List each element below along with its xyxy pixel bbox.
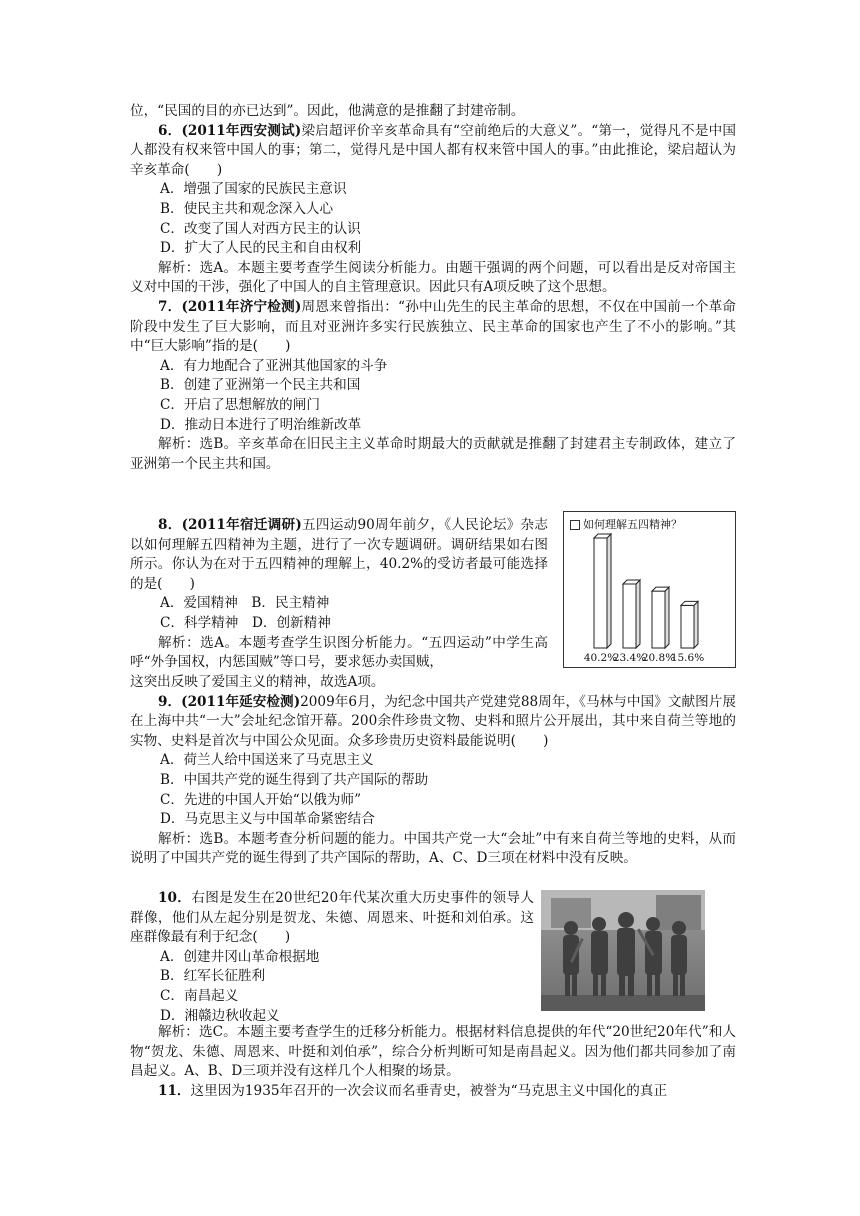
q10-option-a: A．创建井冈山革命根据地 [160, 948, 320, 965]
q10-analysis: 解析：选C。本题主要考查学生的迁移分析能力。根据材料信息提供的年代“20世纪20年代”和人物“贺龙、朱德、周恩来、叶挺和刘伯承”，综合分析判断可知是南昌起义。因为他们都共同参加了南昌起义。A、B、D三项并没有这样几个人相聚的场景。 [130, 1024, 736, 1080]
q6-option-d: D．扩大了人民的民主和自由权利 [160, 240, 362, 257]
question-8 [130, 516, 548, 673]
q10-option-c: C．南昌起义 [160, 987, 239, 1004]
q7-option-c: C．开启了思想解放的闸门 [160, 396, 320, 413]
chart-value-label: 23.4% [612, 652, 647, 664]
q7-option-d: D．推动日本进行了明治维新改革 [160, 416, 362, 433]
q7-option-a: A．有力地配合了亚洲其他国家的斗争 [160, 357, 388, 374]
chart-bar-2 [623, 580, 640, 648]
chart-value-label: 40.2% [583, 652, 618, 664]
chart-bar-3 [652, 587, 669, 648]
q11-stem: 11．这里因为1935年召开的一次会议而名垂青史，被誉为“马克思主义中国化的真正 [158, 1082, 668, 1099]
q9-stem: 9．(2011年延安检测)2009年6月，为纪念中国共产党建党88周年，《马林与中国》文献图片展在上海中共“一大”会址纪念馆开幕。200余件珍贵文物、史料和照片公开展出，其中来自荷兰等地的实物、史料是首次与中国公众见面。众多珍贵历史资料最能说明( ) [130, 693, 736, 749]
q10-option-b: B．红军长征胜利 [160, 968, 266, 985]
q8-analysis-end: 这突出反映了爱国主义的精神，故选A项。 [130, 674, 385, 690]
q6-option-a: A．增强了国家的民族民主意识 [160, 181, 347, 198]
q9-option-d: D．马克思主义与中国革命紧密结合 [160, 811, 375, 828]
question-11 [130, 1023, 736, 1101]
question-9 [130, 673, 736, 869]
q7-option-b: B．创建了亚洲第一个民主共和国 [160, 377, 361, 394]
q8-stem: 8．(2011年宿迁调研)五四运动90周年前夕，《人民论坛》杂志以如何理解五四精神为主题，进行了一次专题调研。调研结果如右图所示。你认为在对于五四精神的理解上，40.2%的受访者最可能选择的是( ) [130, 517, 549, 592]
chart-title: 如何理解五四精神？ [570, 516, 682, 532]
questions-6-7 [130, 102, 736, 474]
chart-bar-4 [681, 601, 698, 648]
survey-bar-chart [563, 511, 736, 668]
chart-value-label: 20.8% [641, 652, 676, 664]
q9-option-a: A．荷兰人给中国送来了马克思主义 [160, 752, 374, 769]
intro-line: 位，“民国的目的亦已达到”。因此，他满意的是推翻了封建帝制。 [130, 103, 525, 119]
q9-analysis: 解析：选B。本题考查分析问题的能力。中国共产党一大“会址”中有来自荷兰等地的史料，从而说明了中国共产党的诞生得到了共产国际的帮助，A、C、D三项在材料中没有反映。 [130, 830, 736, 867]
statue-group-photo [541, 890, 705, 1011]
q8-options-row2: C．科学精神 D．创新精神 [160, 614, 331, 631]
q9-option-c: C．先进的中国人开始“以俄为师” [160, 791, 362, 808]
q6-option-b: B．使民主共和观念深入人心 [160, 200, 334, 217]
question-10 [130, 889, 534, 1026]
q6-stem: 6．(2011年西安测试)梁启超评价辛亥革命具有“空前绝后的大意义”。“第一，觉得凡不是中国人都没有权来管中国人的事；第二，觉得凡是中国人都有权来管中国人的事。”由此推论，梁启超认为辛亥革命( ) [130, 122, 736, 178]
q10-stem: 10．右图是发生在20世纪20年代某次重大历史事件的领导人群像，他们从左起分别是贺龙、朱德、周恩来、叶挺和刘伯承。这座群像最有利于纪念( ) [130, 890, 535, 946]
chart-value-label: 15.6% [670, 652, 705, 664]
q6-analysis: 解析：选A。本题主要考查学生阅读分析能力。由题干强调的两个问题，可以看出是反对帝国主义对中国的干涉，强化了中国人的自主管理意识。因此只有A项反映了这个思想。 [130, 259, 736, 296]
q8-analysis: 解析：选A。本题考查学生识图分析能力。“五四运动”中学生高呼“外争国权，内惩国贼”等口号，要求惩办卖国贼， [130, 634, 548, 671]
q7-stem: 7．(2011年济宁检测)周恩来曾指出：“孙中山先生的民主革命的思想，不仅在中国前一个革命阶段中发生了巨大影响，而且对亚洲许多实行民族独立、民主革命的国家也产生了不小的影响。”其中“巨大影响”指的是( ) [130, 298, 736, 355]
q9-option-b: B．中国共产党的诞生得到了共产国际的帮助 [160, 771, 429, 788]
q7-analysis: 解析：选B。辛亥革命在旧民主主义革命时期最大的贡献就是推翻了封建君主专制政体，建立了亚洲第一个民主共和国。 [130, 436, 736, 472]
chart-bar-1 [594, 534, 611, 648]
chart-plot [564, 512, 735, 667]
q6-option-c: C．改变了国人对西方民主的认识 [160, 220, 361, 237]
q8-options-row1: A．爱国精神 B．民主精神 [160, 595, 330, 612]
q10-option-d: D．湘赣边秋收起义 [160, 1007, 280, 1024]
